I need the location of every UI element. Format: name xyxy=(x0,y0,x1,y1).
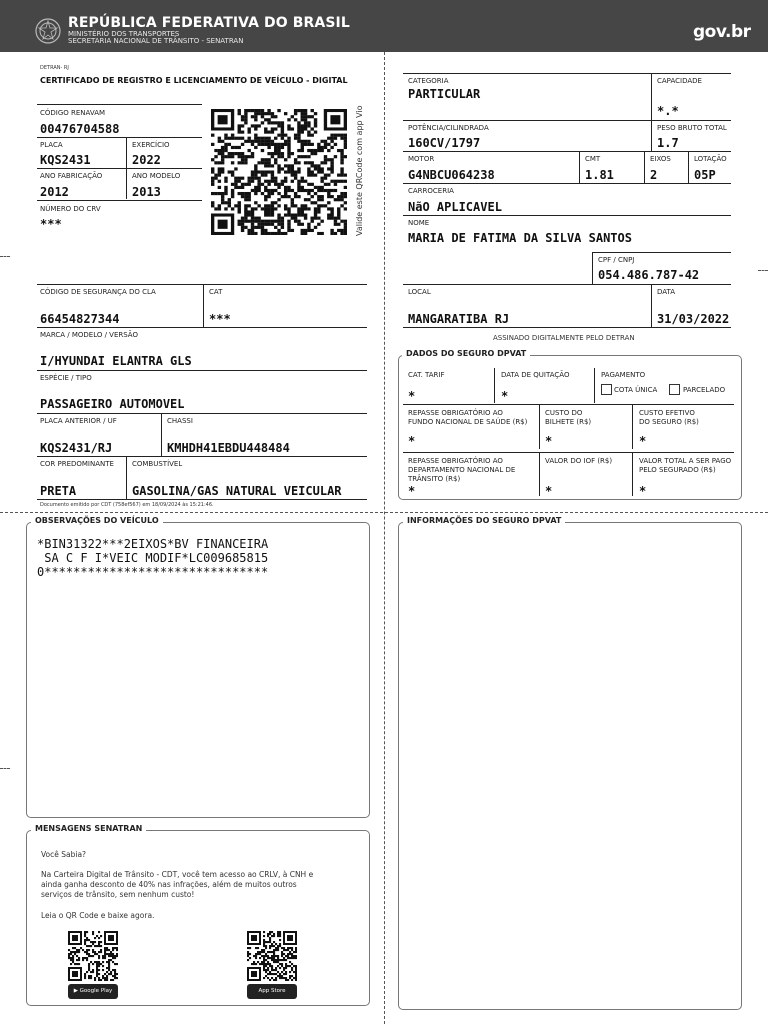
rule xyxy=(579,151,580,183)
ano-fabricacao-value: 2012 xyxy=(40,185,69,199)
rule xyxy=(37,200,202,201)
nome-value: MARIA DE FATIMA DA SILVA SANTOS xyxy=(408,231,632,245)
custo-bilhete-label-2: BILHETE (R$) xyxy=(545,418,592,426)
document-title: CERTIFICADO DE REGISTRO E LICENCIAMENTO DE VEÍCULO - DIGITAL xyxy=(40,76,348,85)
rule xyxy=(403,215,731,216)
local-value: MANGARATIBA RJ xyxy=(408,312,510,326)
combustivel-value: GASOLINA/GAS NATURAL VEICULAR xyxy=(132,484,342,498)
validation-qr-code[interactable] xyxy=(211,109,347,235)
play-icon: ▶ xyxy=(73,988,78,994)
categoria-label: CATEGORIA xyxy=(408,77,449,85)
nome-label: NOME xyxy=(408,219,430,227)
rule xyxy=(37,104,202,105)
motor-label: MOTOR xyxy=(408,155,435,163)
mensagem-line-1: Na Carteira Digital de Trânsito - CDT, você tem acesso ao CRLV, à CNH e xyxy=(41,870,314,879)
cota-unica-label: COTA ÚNICA xyxy=(614,386,658,394)
cmt-value: 1.81 xyxy=(585,168,614,182)
rule xyxy=(594,368,595,403)
placa-anterior-label: PLACA ANTERIOR / UF xyxy=(40,417,117,425)
google-play-badge[interactable] xyxy=(68,984,118,999)
peso-value: 1.7 xyxy=(657,136,679,150)
fold-mark xyxy=(0,768,10,769)
signed-note: ASSINADO DIGITALMENTE PELO DETRAN xyxy=(493,334,635,342)
rule xyxy=(203,284,204,327)
rule xyxy=(37,370,367,371)
header-title: REPÚBLICA FEDERATIVA DO BRASIL xyxy=(68,15,350,31)
capacidade-label: CAPACIDADE xyxy=(657,77,702,85)
combustivel-label: COMBUSTÍVEL xyxy=(132,460,183,468)
rule xyxy=(37,168,202,169)
seguranca-cla-value: 66454827344 xyxy=(40,312,120,326)
ano-modelo-value: 2013 xyxy=(132,185,161,199)
eixos-value: 2 xyxy=(650,168,658,182)
local-label: LOCAL xyxy=(408,288,431,296)
categoria-value: PARTICULAR xyxy=(408,87,481,101)
potencia-value: 160CV/1797 xyxy=(408,136,481,150)
observacoes-title: OBSERVAÇÕES DO VEÍCULO xyxy=(31,516,163,526)
rule xyxy=(688,151,689,183)
rule xyxy=(651,120,652,151)
repasse-dnt-value: * xyxy=(408,484,416,498)
mensagem-cta: Leia o QR Code e baixe agora. xyxy=(41,911,155,920)
cor-label: COR PREDOMINANTE xyxy=(40,460,114,468)
cat-value: *** xyxy=(209,312,231,326)
motor-value: G4NBCU064238 xyxy=(408,168,495,182)
rule xyxy=(37,284,367,285)
rule xyxy=(632,404,633,449)
crv-value: *** xyxy=(40,217,62,231)
total-label-1: VALOR TOTAL A SER PAGO xyxy=(639,457,732,465)
fold-mark xyxy=(0,256,10,257)
rule xyxy=(651,284,652,327)
chassi-value: KMHDH41EBDU448484 xyxy=(167,441,290,455)
crv-label: NÚMERO DO CRV xyxy=(40,205,101,213)
rule xyxy=(37,413,367,414)
custo-efetivo-value: * xyxy=(639,434,647,448)
app-store-qr-code[interactable] xyxy=(247,931,297,981)
info-dpvat-box xyxy=(398,522,742,1010)
rule xyxy=(632,452,633,496)
google-play-label: Google Play xyxy=(79,988,113,994)
header-secretariat: SECRETARIA NACIONAL DE TRÂNSITO - SENATRAN xyxy=(68,37,244,45)
observacoes-line-1: *BIN31322***2EIXOS*BV FINANCEIRA xyxy=(37,537,269,551)
parcelado-checkbox[interactable] xyxy=(669,384,680,395)
repasse-dnt-label-3: TRÂNSITO (R$) xyxy=(408,475,461,483)
carroceria-value: NãO APLICAVEL xyxy=(408,200,502,214)
potencia-label: POTÊNCIA/CILINDRADA xyxy=(408,124,489,132)
pagamento-label: PAGAMENTO xyxy=(601,371,646,379)
iof-value: * xyxy=(545,484,553,498)
dpvat-title: DADOS DO SEGURO DPVAT xyxy=(402,349,530,359)
rule xyxy=(403,73,731,74)
govbr-logo: gov.br xyxy=(693,22,751,42)
rule xyxy=(539,452,540,496)
seguranca-cla-label: CÓDIGO DE SEGURANÇA DO CLA xyxy=(40,288,156,296)
rule xyxy=(37,327,367,328)
app-store-label: App Store xyxy=(258,988,286,994)
cmt-label: CMT xyxy=(585,155,601,163)
google-play-qr-code[interactable] xyxy=(68,931,118,981)
emission-note: Documento emitido por CDT (758ef567) em 18/09/2024 às 15:21:46. xyxy=(40,502,214,508)
rule xyxy=(37,499,367,500)
carroceria-label: CARROCERIA xyxy=(408,187,454,195)
cat-tarif-value: * xyxy=(408,389,416,403)
mensagem-line-2: ainda ganha desconto de 40% nas infrações, além de muitos outros xyxy=(41,880,297,889)
data-value: 31/03/2022 xyxy=(657,312,730,326)
rule xyxy=(403,120,731,121)
marca-value: I/HYUNDAI ELANTRA GLS xyxy=(40,354,192,368)
eixos-label: EIXOS xyxy=(650,155,671,163)
rule xyxy=(539,404,540,449)
iof-label: VALOR DO IOF (R$) xyxy=(545,457,613,465)
rule xyxy=(403,404,734,405)
cpf-label: CPF / CNPJ xyxy=(598,256,635,264)
exercicio-label: EXERCÍCIO xyxy=(132,141,170,149)
rule xyxy=(592,252,731,253)
ano-modelo-label: ANO MODELO xyxy=(132,172,181,180)
repasse-fns-label-1: REPASSE OBRIGATÓRIO AO xyxy=(408,409,503,417)
cota-unica-checkbox[interactable] xyxy=(601,384,612,395)
rule xyxy=(126,456,127,499)
placa-value: KQS2431 xyxy=(40,153,91,167)
qr-caption: Valide este QRCode com app Vio xyxy=(355,105,364,236)
cat-tarif-label: CAT. TARIF xyxy=(408,371,445,379)
exercicio-value: 2022 xyxy=(132,153,161,167)
marca-label: MARCA / MODELO / VERSÃO xyxy=(40,331,138,339)
rule xyxy=(592,252,593,284)
repasse-fns-label-2: FUNDO NACIONAL DE SAÚDE (R$) xyxy=(408,418,528,426)
rule xyxy=(37,137,202,138)
parcelado-label: PARCELADO xyxy=(683,386,726,394)
total-value: * xyxy=(639,484,647,498)
renavam-label: CÓDIGO RENAVAM xyxy=(40,109,106,117)
repasse-dnt-label-2: DEPARTAMENTO NACIONAL DE xyxy=(408,466,516,474)
app-store-badge[interactable] xyxy=(247,984,297,999)
rule xyxy=(37,456,367,457)
chassi-label: CHASSI xyxy=(167,417,193,425)
rule xyxy=(403,284,731,285)
especie-label: ESPÉCIE / TIPO xyxy=(40,374,92,382)
data-label: DATA xyxy=(657,288,676,296)
renavam-value: 00476704588 xyxy=(40,122,120,136)
cpf-value: 054.486.787-42 xyxy=(598,268,700,282)
peso-label: PESO BRUTO TOTAL xyxy=(657,124,727,132)
observacoes-line-2: SA C F I*VEIC MODIF*LC009685815 xyxy=(37,551,269,565)
custo-efetivo-label-2: DO SEGURO (R$) xyxy=(639,418,699,426)
rule xyxy=(403,151,731,152)
capacidade-value: *.* xyxy=(657,104,679,118)
rule xyxy=(403,452,734,453)
lotacao-value: 05P xyxy=(694,168,716,182)
horizontal-fold-line xyxy=(0,512,768,513)
rule xyxy=(494,368,495,403)
repasse-dnt-label-1: REPASSE OBRIGATÓRIO AO xyxy=(408,457,503,465)
rule xyxy=(644,151,645,183)
vertical-fold-line xyxy=(384,52,385,1024)
cat-label: CAT xyxy=(209,288,223,296)
mensagem-line-3: serviços de trânsito, sem nenhum custo! xyxy=(41,890,195,899)
total-label-2: PELO SEGURADO (R$) xyxy=(639,466,716,474)
rule xyxy=(403,327,731,328)
mensagem-question: Você Sabia? xyxy=(41,850,87,859)
custo-bilhete-label-1: CUSTO DO xyxy=(545,409,583,417)
mensagens-title: MENSAGENS SENATRAN xyxy=(31,824,146,834)
rule xyxy=(403,183,731,184)
custo-bilhete-value: * xyxy=(545,434,553,448)
info-dpvat-title: INFORMAÇÕES DO SEGURO DPVAT xyxy=(403,516,565,526)
observacoes-line-3: 0******************************* xyxy=(37,565,269,579)
especie-value: PASSAGEIRO AUTOMOVEL xyxy=(40,397,185,411)
custo-efetivo-label-1: CUSTO EFETIVO xyxy=(639,409,695,417)
placa-anterior-value: KQS2431/RJ xyxy=(40,441,113,455)
quitacao-value: * xyxy=(501,389,509,403)
detran-label: DETRAN- RJ xyxy=(40,65,69,71)
fold-mark xyxy=(758,270,768,271)
coat-of-arms-icon xyxy=(34,17,62,45)
rule xyxy=(651,73,652,120)
rule xyxy=(161,413,162,456)
placa-label: PLACA xyxy=(40,141,63,149)
quitacao-label: DATA DE QUITAÇÃO xyxy=(501,371,570,379)
cor-value: PRETA xyxy=(40,484,77,498)
repasse-fns-value: * xyxy=(408,434,416,448)
lotacao-label: LOTAÇÃO xyxy=(694,155,727,163)
ano-fabricacao-label: ANO FABRICAÇÃO xyxy=(40,172,103,180)
header-ministry: MINISTÉRIO DOS TRANSPORTES xyxy=(68,30,180,38)
